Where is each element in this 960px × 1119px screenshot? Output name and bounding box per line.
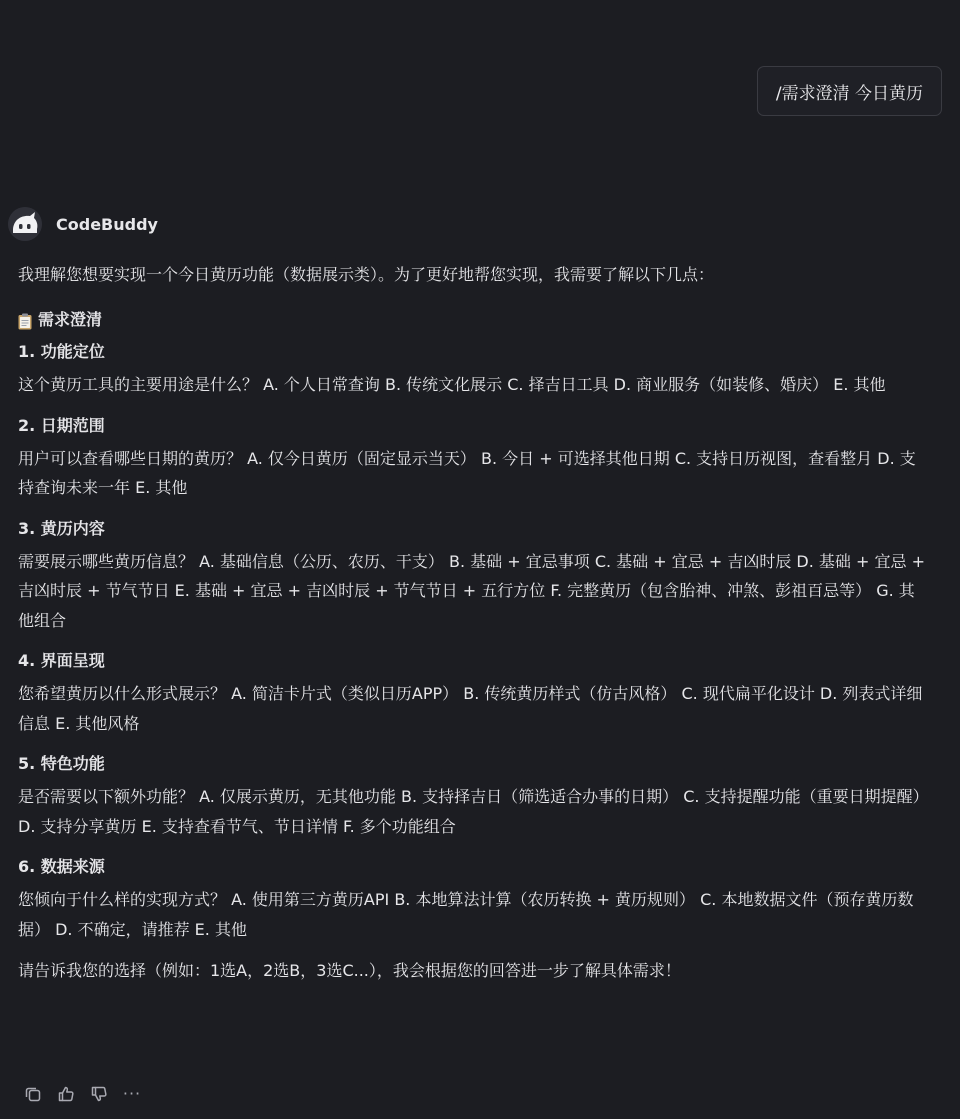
section-body: 这个黄历工具的主要用途是什么？ A. 个人日常查询 B. 传统文化展示 C. 择吉日工具 D. 商业服务（如装修、婚庆） E. 其他: [18, 375, 886, 394]
section-content: [18, 515, 942, 636]
codebuddy-avatar-icon: [8, 207, 42, 241]
like-button[interactable]: [55, 1083, 77, 1105]
section-title: 1. 功能定位: [18, 342, 105, 361]
more-options-button[interactable]: ···: [122, 1084, 142, 1103]
section-data-source: [18, 853, 942, 944]
section-function: [18, 338, 942, 400]
section-title: 4. 界面呈现: [18, 651, 105, 670]
clarify-heading-text: 需求澄清: [38, 310, 103, 329]
user-message-bubble: [757, 66, 942, 116]
dislike-button[interactable]: [88, 1083, 110, 1105]
section-body: 是否需要以下额外功能？ A. 仅展示黄历，无其他功能 B. 支持择吉日（筛选适合办事的日期） C. 支持提醒功能（重要日期提醒） D. 支持分享黄历 E. 支持查看节气、节日详情 F. 多个功能组合: [18, 787, 929, 836]
clarify-heading: [18, 306, 942, 334]
section-ui: [18, 647, 942, 738]
section-title: 3. 黄历内容: [18, 518, 105, 538]
section-body: 您希望黄历以什么形式展示？ A. 简洁卡片式（类似日历APP） B. 传统黄历样式（仿古风格） C. 现代扁平化设计 D. 列表式详细信息 E. 其他风格: [18, 684, 923, 733]
section-title: 2. 日期范围: [18, 415, 105, 435]
section-body: 您倾向于什么样的实现方式？ A. 使用第三方黄历API B. 本地算法计算（农历转换 + 黄历规则） C. 本地数据文件（预存黄历数据） D. 不确定，请推荐 E. 其他: [18, 890, 914, 939]
section-title: 6. 数据来源: [18, 857, 105, 876]
user-message-text: /需求澄清 今日黄历: [775, 83, 923, 104]
assistant-header: [8, 206, 942, 242]
assistant-name: CodeBuddy: [56, 214, 158, 234]
section-body: 需要展示哪些黄历信息？ A. 基础信息（公历、农历、干支） B. 基础 + 宜忌事项 C. 基础 + 宜忌 + 吉凶时辰 D. 基础 + 宜忌 + 吉凶时辰 + 节气节日 E. 基础 + 宜忌 + 吉凶时辰 + 节气节日 + 五行方位 F. 完整黄历（包含胎神、冲煞、彭祖百忌等） G. 其他组合: [18, 551, 925, 630]
section-body: 用户可以查看哪些日期的黄历？ A. 仅今日黄历（固定显示当天） B. 今日 + 可选择其他日期 C. 支持日历视图，查看整月 D. 支持查询未来一年 E. 其他: [18, 448, 916, 497]
clipboard-icon: [18, 311, 32, 328]
section-title: 5. 特色功能: [18, 754, 105, 773]
copy-button[interactable]: [22, 1083, 44, 1105]
section-date-range: [18, 412, 942, 503]
section-features: [18, 750, 942, 841]
thumbs-up-icon: [57, 1085, 75, 1103]
copy-icon: [24, 1085, 42, 1103]
message-actions: [22, 1083, 143, 1105]
assistant-message: [18, 206, 942, 986]
thumbs-down-icon: [90, 1085, 108, 1103]
assistant-intro: 我理解您想要实现一个今日黄历功能（数据展示类）。为了更好地帮您实现，我需要了解以下几点：: [18, 265, 715, 284]
assistant-closing: 请告诉我您的选择（例如：1选A，2选B，3选C...），我会根据您的回答进一步了解具体需求！: [18, 961, 681, 980]
